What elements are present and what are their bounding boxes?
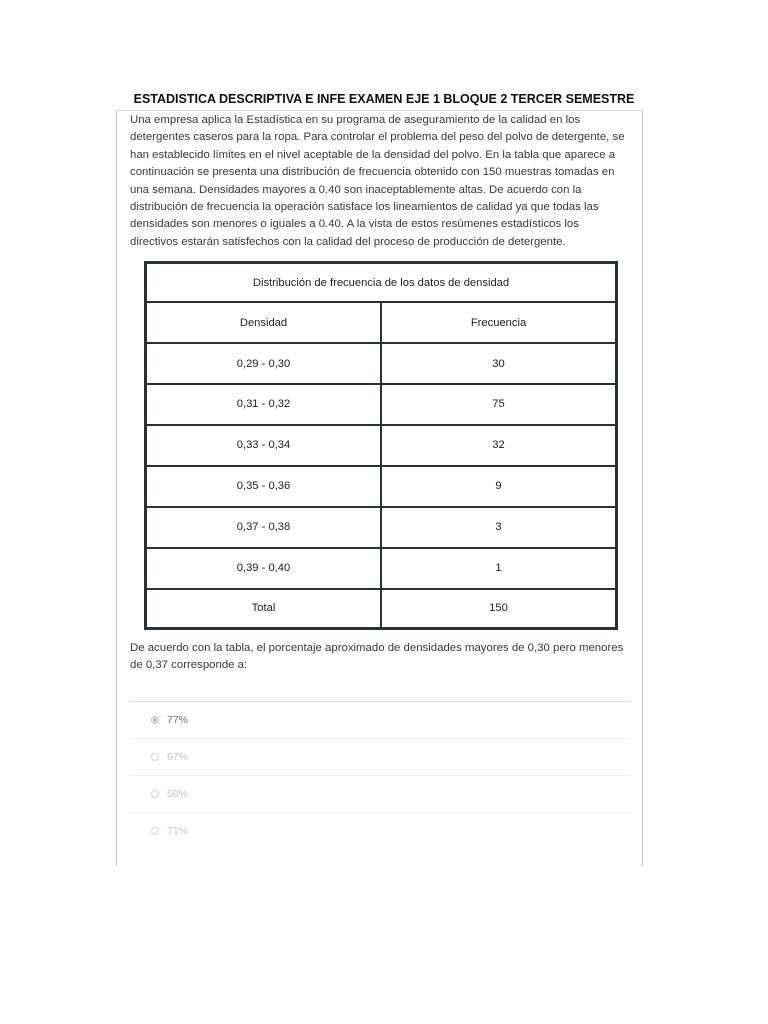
table-caption: Distribución de frecuencia de los datos de densidad [147, 264, 615, 302]
cell-total-label: Total [147, 589, 381, 627]
table-total-row [147, 589, 615, 627]
cell-density: 0,37 - 0,38 [147, 507, 381, 548]
radio-icon[interactable] [151, 753, 159, 761]
answer-option-3[interactable] [130, 776, 630, 813]
table-row [147, 548, 615, 589]
cell-frequency: 30 [381, 343, 615, 384]
page-title: ESTADISTICA DESCRIPTIVA E INFE EXAMEN EJE 1 BLOQUE 2 TERCER SEMESTRE [133, 92, 635, 106]
cell-frequency: 9 [381, 466, 615, 507]
cell-frequency: 32 [381, 425, 615, 466]
radio-icon[interactable] [151, 790, 159, 798]
table-row [147, 425, 615, 466]
table-row [147, 466, 615, 507]
cell-density: 0,35 - 0,36 [147, 466, 381, 507]
cell-frequency: 3 [381, 507, 615, 548]
radio-icon[interactable] [151, 827, 159, 835]
table-row [147, 384, 615, 425]
table-row [147, 343, 615, 384]
cell-density: 0,29 - 0,30 [147, 343, 381, 384]
radio-selected-icon[interactable] [151, 716, 159, 724]
cell-total-value: 150 [381, 589, 615, 627]
cell-frequency: 1 [381, 548, 615, 589]
answer-option-4[interactable] [130, 813, 630, 849]
cell-frequency: 75 [381, 384, 615, 425]
table-row [147, 507, 615, 548]
answer-option-label: 77% [167, 714, 189, 726]
frequency-table [144, 261, 618, 630]
answer-option-label: 50% [167, 788, 189, 800]
answer-options [130, 701, 630, 849]
cell-density: 0,33 - 0,34 [147, 425, 381, 466]
answer-option-label: 71% [167, 825, 189, 837]
answer-option-2[interactable] [130, 739, 630, 776]
cell-density: 0,39 - 0,40 [147, 548, 381, 589]
column-header-density: Densidad [147, 302, 381, 343]
cell-density: 0,31 - 0,32 [147, 384, 381, 425]
question-intro: Una empresa aplica la Estadística en su programa de aseguramiento de la calidad en los detergentes caseros para la ropa. Para controlar el problema del peso del polvo de detergente, se han establecido límites en el nivel aceptable de la densidad del polvo. En la tabla que aparece a continuación se presenta una distribución de frecuencia obtenido con 150 muestras tomadas en una semana. Densidades mayores a 0.40 son inaceptablemente altas. De acuerdo con la distribución de frecuencia la operación satisface los lineamientos de calidad ya que todas las densidades son menores o iguales a 0.40. A la vista de estos resúmenes estadísticos los directivos estarán satisfechos con la calidad del proceso de producción de detergente. [130, 114, 625, 248]
question-text: De acuerdo con la tabla, el porcentaje aproximado de densidades mayores de 0,30 pero menores de 0,37 corresponde a: [130, 642, 624, 672]
answer-option-label: 67% [167, 751, 189, 763]
column-header-frequency: Frecuencia [381, 302, 615, 343]
answer-option-1[interactable] [130, 702, 630, 739]
